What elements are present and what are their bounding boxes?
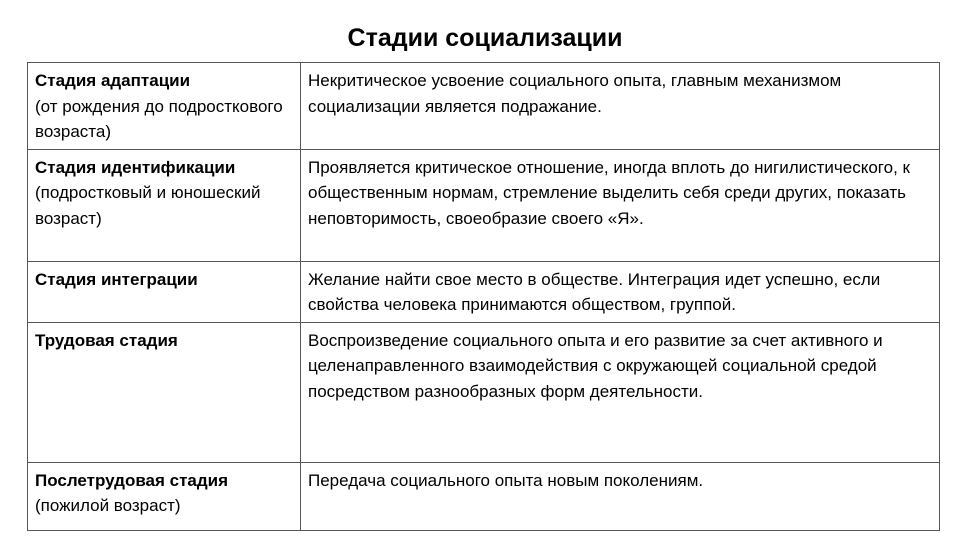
table-row — [28, 322, 940, 462]
page-title: Стадии социализации — [347, 24, 623, 52]
stage-age-note: (подростковый и юношеский возраст) — [35, 183, 261, 228]
stage-name: Трудовая стадия — [35, 330, 178, 350]
stage-name: Стадия идентификации — [35, 157, 236, 177]
stage-description: Проявляется критическое отношение, иногда вплоть до нигилистического, к общественным нормам, стремление выделить себя среди других, показать неповторимость, своеобразие своего «Я». — [301, 149, 940, 261]
stage-name: Послетрудовая стадия — [35, 470, 229, 490]
table-row — [28, 63, 940, 150]
socialization-stages-table — [27, 62, 940, 531]
stage-description: Воспроизведение социального опыта и его развитие за счет активного и целенаправленного взаимодействия с окружающей социальной средой посредством разнообразных форм деятельности. — [301, 322, 940, 462]
stage-age-note: (пожилой возраст) — [35, 496, 181, 515]
table-row — [28, 261, 940, 322]
stage-description: Желание найти свое место в обществе. Интеграция идет успешно, если свойства человека принимаются обществом, группой. — [301, 261, 940, 322]
stage-description: Передача социального опыта новым поколениям. — [301, 462, 940, 530]
stage-cell — [28, 322, 301, 462]
stage-cell — [28, 149, 301, 261]
table-row — [28, 149, 940, 261]
stage-age-note: (от рождения до подросткового возраста) — [35, 96, 283, 141]
stage-cell — [28, 462, 301, 530]
stage-cell — [28, 63, 301, 150]
stage-description: Некритическое усвоение социального опыта, главным механизмом социализации является подражание. — [301, 63, 940, 150]
stage-name: Стадия интеграции — [35, 269, 198, 289]
table-row — [28, 462, 940, 530]
stage-name: Стадия адаптации — [35, 71, 191, 90]
stage-cell — [28, 261, 301, 322]
